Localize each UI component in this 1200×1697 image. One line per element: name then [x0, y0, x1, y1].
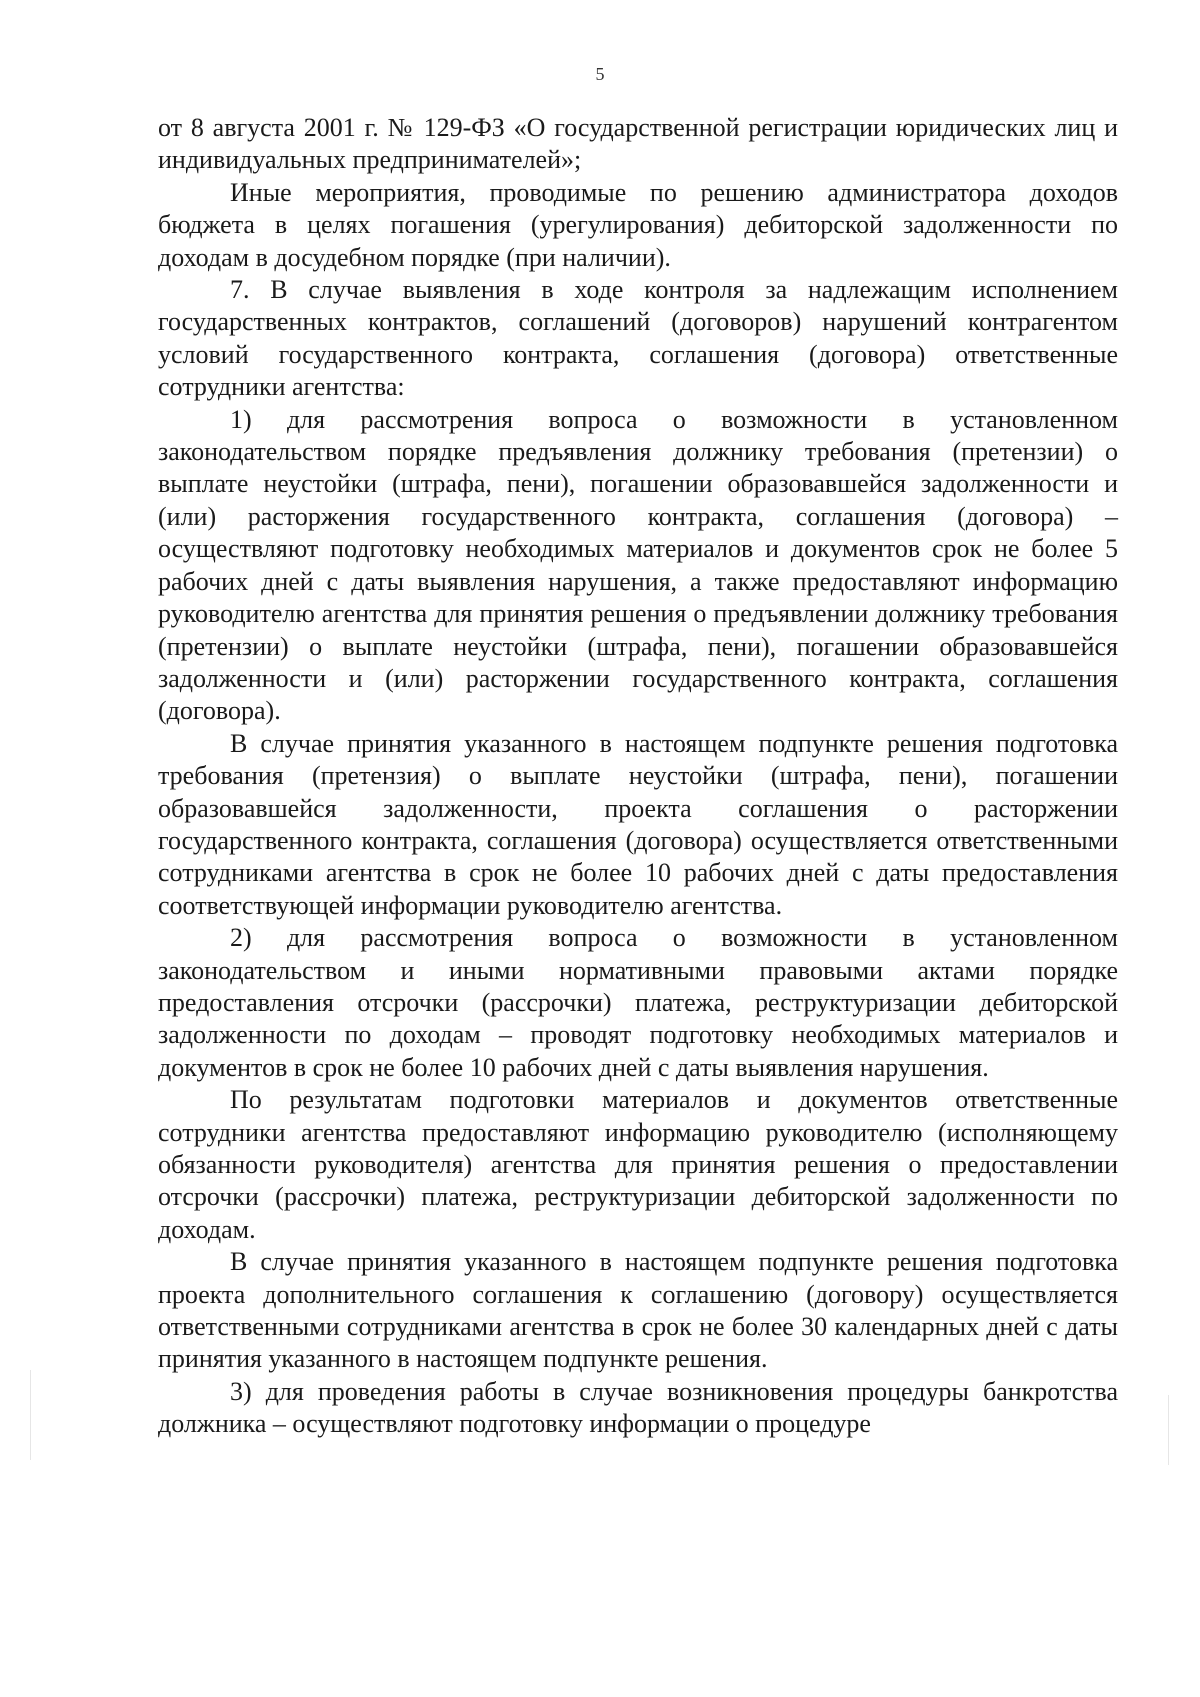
paragraph-item-7: 7. В случае выявления в ходе контроля за надлежащим исполнением государственных контрактов, соглашений (договоров) нарушений контрагентом условий государственного контракта, соглашения (договора) ответственные сотрудники агентства:: [158, 275, 1118, 402]
paragraph-other-measures: Иные мероприятия, проводимые по решению администратора доходов бюджета в целях погашения (урегулирования) дебиторской задолженности по доходам в досудебном порядке (при наличии).: [158, 177, 1118, 272]
page-number: 5: [595, 64, 605, 84]
paragraph-subitem-3: 3) для проведения работы в случае возникновения процедуры банкротства должника – осуществляют подготовку информации о процедуре: [158, 1376, 1118, 1439]
paragraph-registration-law: от 8 августа 2001 г. № 129-ФЗ «О государственной регистрации юридических лиц и индивидуальных предпринимателей»;: [158, 113, 1118, 175]
paragraph-subitem-2: 2) для рассмотрения вопроса о возможности в установленном законодательством и иными нормативными правовыми актами порядке предоставления отсрочки (рассрочки) платежа, реструктуризации дебиторской задолженности по доходам – проводят подготовку необходимых материалов и документов в срок не более 10 рабочих дней с даты выявления нарушения.: [158, 923, 1118, 1082]
paragraph-subitem-2-results: По результатам подготовки материалов и документов ответственные сотрудники агентства предоставляют информацию руководителю (исполняющему обязанности руководителя) агентства для принятия решения о предоставлении отсрочки (рассрочки) платежа, реструктуризации дебиторской задолженности по доходам.: [158, 1085, 1118, 1244]
paragraph-subitem-1-decision: В случае принятия указанного в настоящем подпункте решения подготовка требования (претензия) о выплате неустойки (штрафа, пени), погашении образовавшейся задолженности, проекта соглашения о расторжении государственного контракта, соглашения (договора) осуществляется ответственными сотрудниками агентства в срок не более 10 рабочих дней с даты предоставления соответствующей информации руководителю агентства.: [158, 728, 1118, 920]
paragraph-subitem-1: 1) для рассмотрения вопроса о возможности в установленном законодательством порядке предъявления должнику требования (претензии) о выплате неустойки (штрафа, пени), погашении образовавшейся задолженности и (или) расторжения государственного контракта, соглашения (договора) – осуществляют подготовку необходимых материалов и документов срок не более 5 рабочих дней с даты выявления нарушения, а также предоставляют информацию руководителю агентства для принятия решения о предъявлении должнику требования (претензии) о выплате неустойки (штрафа, пени), погашении образовавшейся задолженности и (или) расторжении государственного контракта, соглашения (договора).: [158, 404, 1118, 726]
scan-edge-mark: [30, 1370, 31, 1460]
paragraph-subitem-2-decision: В случае принятия указанного в настоящем подпункте решения подготовка проекта дополнительного соглашения к соглашению (договору) осуществляется ответственными сотрудниками агентства в срок не более 30 календарных дней с даты принятия указанного в настоящем подпункте решения.: [158, 1247, 1118, 1374]
scan-edge-mark: [1168, 1395, 1169, 1465]
document-body: [158, 112, 1118, 1441]
